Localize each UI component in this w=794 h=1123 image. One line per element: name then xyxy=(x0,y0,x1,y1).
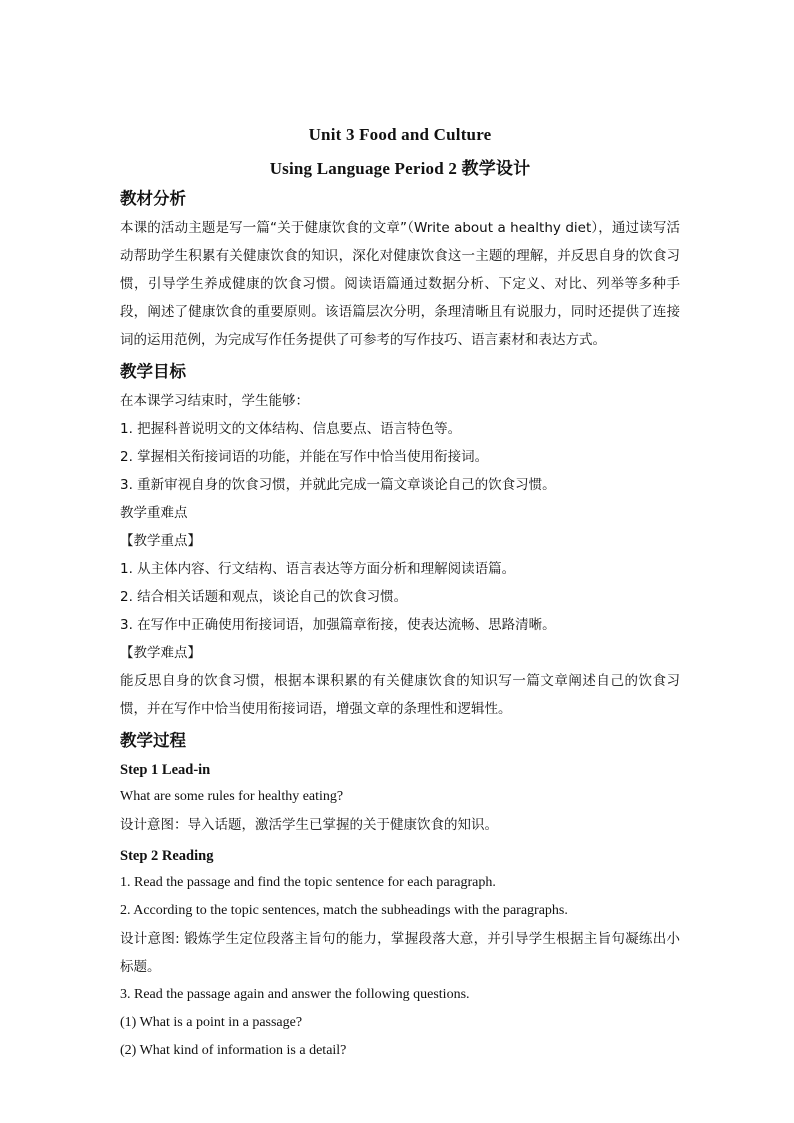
key-point-item: 3. 在写作中正确使用衔接词语，加强篇章衔接，使表达流畅、思路清晰。 xyxy=(120,617,556,633)
document-content xyxy=(120,123,680,1065)
document-subtitle: Using Language Period 2 教学设计 xyxy=(269,159,531,178)
objective-item: 3. 重新审视自身的饮食习惯，并就此完成一篇文章谈论自己的饮食习惯。 xyxy=(120,477,556,493)
step2-task3: 3. Read the passage again and answer the following questions. xyxy=(120,987,470,1002)
heading-teaching-objectives: 教学目标 xyxy=(120,362,186,381)
step2-title: Step 2 Reading xyxy=(120,848,214,864)
step1-title: Step 1 Lead-in xyxy=(120,762,211,778)
key-point-item: 1. 从主体内容、行文结构、语言表达等方面分析和理解阅读语篇。 xyxy=(120,561,516,577)
step2-intent: 设计意图: 锻炼学生定位段落主旨句的能力，掌握段落大意，并引导学生根据主旨句凝练出小标题。 xyxy=(120,931,680,975)
objective-item: 2. 掌握相关衔接词语的功能，并能在写作中恰当使用衔接词。 xyxy=(120,449,489,465)
step1-question: What are some rules for healthy eating? xyxy=(120,789,344,804)
step2-task1: 1. Read the passage and find the topic sentence for each paragraph. xyxy=(120,875,496,890)
step2-task2: 2. According to the topic sentences, match the subheadings with the paragraphs. xyxy=(120,903,568,918)
step2-question1: (1) What is a point in a passage? xyxy=(120,1015,303,1030)
material-analysis-paragraph: 本课的活动主题是写一篇“关于健康饮食的文章”（Write about a healthy diet），通过读写活动帮助学生积累有关健康饮食的知识，深化对健康饮食这一主题的理解，并反思自身的饮食习惯，引导学生养成健康的饮食习惯。阅读语篇通过数据分析、下定义、对比、列举等多种手段，阐述了健康饮食的重要原则。该语篇层次分明，条理清晰且有说服力，同时还提供了连接词的运用范例，为完成写作任务提供了可参考的写作技巧、语言素材和表达方式。 xyxy=(120,220,680,348)
objective-item: 1. 把握科普说明文的文体结构、信息要点、语言特色等。 xyxy=(120,421,462,437)
difficult-points-paragraph: 能反思自身的饮食习惯，根据本课积累的有关健康饮食的知识写一篇文章阐述自己的饮食习惯，并在写作中恰当使用衔接词语，增强文章的条理性和逻辑性。 xyxy=(120,673,680,717)
step1-intent: 设计意图：导入话题，激活学生已掌握的关于健康饮食的知识。 xyxy=(120,817,498,833)
key-points-label: 【教学重点】 xyxy=(120,533,201,549)
key-point-item: 2. 结合相关话题和观点，谈论自己的饮食习惯。 xyxy=(120,589,408,605)
difficult-points-label: 【教学难点】 xyxy=(120,645,201,661)
document-title: Unit 3 Food and Culture xyxy=(308,125,492,144)
key-difficult-label: 教学重难点 xyxy=(120,505,188,521)
heading-material-analysis: 教材分析 xyxy=(120,189,186,208)
objectives-intro: 在本课学习结束时，学生能够： xyxy=(120,393,309,409)
heading-teaching-process: 教学过程 xyxy=(120,731,186,750)
step2-question2: (2) What kind of information is a detail? xyxy=(120,1043,347,1058)
